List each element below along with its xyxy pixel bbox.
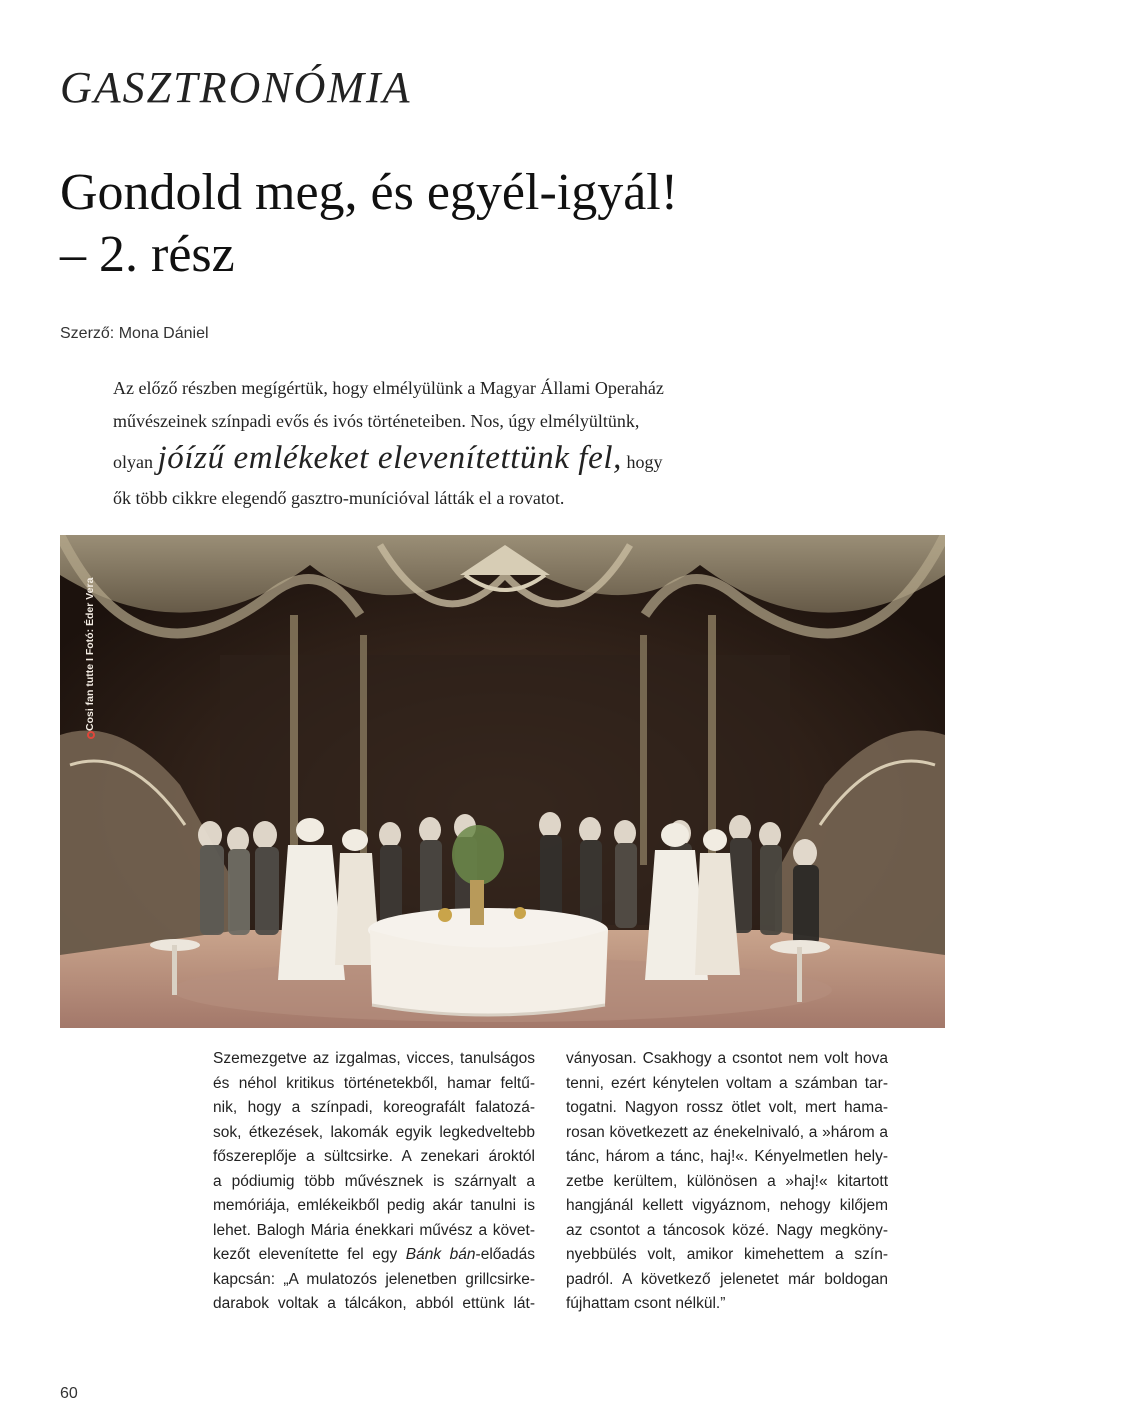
- article-title: [60, 162, 960, 286]
- body-line: tánc, három a tánc, haj!«. Kényelmetlen hely-: [566, 1148, 888, 1165]
- body-line: és néhol kritikus történetekből, hamar feltű-: [213, 1074, 535, 1092]
- body-line: nyebbülés volt, amikor kimehettem a szín-: [566, 1246, 888, 1263]
- lead-highlight: jóízű emlékeket elevenítettünk fel,: [157, 440, 622, 476]
- page-number: 60: [60, 1385, 78, 1402]
- body-line: tenni, ezért kénytelen voltam a számban tar-: [566, 1074, 888, 1092]
- body-line: a pódiumig több művésznek is szárnyalt a: [213, 1172, 535, 1190]
- body-line: zetbe kerültem, különösen a »haj!« kitartott: [566, 1172, 888, 1190]
- opera-stage-photo: [60, 535, 945, 1028]
- body-line: főszereplője a sültcsirke. A zenekari ároktól: [213, 1148, 535, 1165]
- body-column-2: [566, 1047, 888, 1317]
- lead-line-3: [113, 438, 873, 482]
- body-column-1: [213, 1047, 535, 1317]
- body-line: lehet. Balogh Mária énekkari művész a követ-: [213, 1221, 535, 1239]
- opera-title: Bánk bán: [405, 1246, 476, 1263]
- lead-line-4: ők több cikkre elegendő gasztro-munícióval látták el a rovatot.: [113, 488, 565, 508]
- body-line: darabok voltak a tálcákon, abból ettünk lát-: [213, 1295, 535, 1312]
- lead-paragraph: [113, 372, 873, 515]
- lead-line-2: művészeinek színpadi evős és ivós történeteiben. Nos, úgy elmélyültünk,: [113, 411, 640, 431]
- body-line: Szemezgetve az izgalmas, vicces, tanulságos: [213, 1050, 535, 1067]
- body-line: ványosan. Csakhogy a csontot nem volt hova: [566, 1050, 888, 1067]
- lead-line-3-before: olyan: [113, 452, 158, 472]
- body-line: fújhattam csont nélkül.”: [566, 1295, 726, 1312]
- title-line-2: – 2. rész: [60, 226, 235, 283]
- body-line-italic-title: [213, 1243, 535, 1268]
- author-byline: Szerző: Mona Dániel: [60, 325, 209, 342]
- body-line: memóriája, emlékeikből pedig akár tanulni is: [213, 1197, 535, 1214]
- body-line: hangjánál kellett vigyáznom, nehogy kilőjem: [566, 1197, 888, 1214]
- title-line-1: Gondold meg, és egyél-igyál!: [60, 164, 679, 221]
- lead-line-1: Az előző részben megígértük, hogy elmélyülünk a Magyar Állami Operaház: [113, 378, 664, 398]
- body-line: nik, hogy a színpadi, koreografált falatozá-: [213, 1099, 535, 1116]
- body-text: kezőt elevenítette fel egy: [213, 1246, 406, 1263]
- body-line: padról. A következő jelenetet már boldogan: [566, 1270, 888, 1288]
- body-line: sok, étkezések, lakomák egyik legkedveltebb: [213, 1123, 535, 1141]
- credit-marker-icon: [87, 731, 95, 739]
- photo-credit-text: Cosi fan tutte I Fotó: Éder Vera: [84, 577, 96, 731]
- body-line: rosan következett az énekelnivaló, a »három a: [566, 1123, 888, 1141]
- section-heading: GASZTRONÓMIA: [60, 63, 412, 112]
- lead-line-3-after: hogy: [621, 452, 663, 472]
- body-line: togatni. Nagyon rossz ötlet volt, mert hama-: [566, 1099, 888, 1116]
- body-line: kapcsán: „A mulatozós jelenetben grillcsirke-: [213, 1270, 535, 1288]
- body-line: az csontot a táncosok közé. Nagy megköny-: [566, 1221, 888, 1239]
- photo-credit: [60, 535, 132, 745]
- body-text: -előadás: [475, 1246, 535, 1263]
